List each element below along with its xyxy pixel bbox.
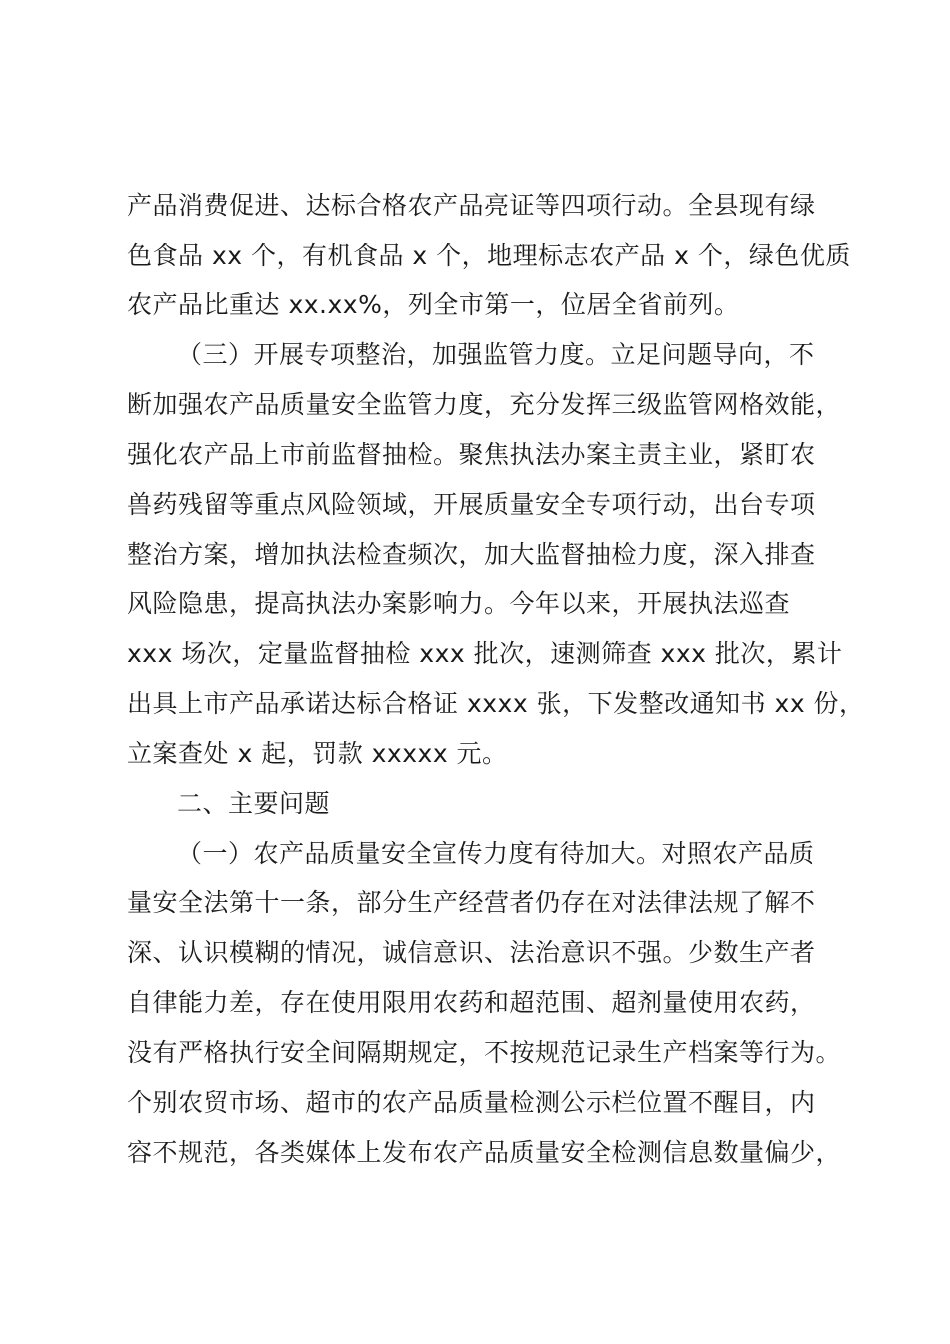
section-heading: 二、主要问题 [177,789,331,818]
paragraph-heading-1: （一）农产品质量安全宣传力度有待加大。对照农产品质 [177,839,815,868]
text-line: 整治方案，增加执法检查频次，加大监督抽检力度，深入排查 [127,540,816,569]
text-line: 立案查处 x 起，罚款 xxxxx 元。 [127,739,508,768]
text-line: 产品消费促进、达标合格农产品亮证等四项行动。全县现有绿 [127,191,816,220]
text-line: 个别农贸市场、超市的农产品质量检测公示栏位置不醒目，内 [127,1088,816,1117]
text-line: 强化农产品上市前监督抽检。聚焦执法办案主责主业，紧盯农 [127,440,816,469]
text-line: 兽药残留等重点风险领域，开展质量安全专项行动，出台专项 [127,490,816,519]
text-line: 农产品比重达 xx.xx%，列全市第一，位居全省前列。 [127,290,740,319]
paragraph-heading-3: （三）开展专项整治，加强监管力度。立足问题导向，不 [177,340,815,369]
text-line: 自律能力差，存在使用限用农药和超范围、超剂量使用农药， [127,988,816,1017]
text-line: 出具上市产品承诺达标合格证 xxxx 张，下发整改通知书 xx 份， [127,689,865,718]
text-line: 深、认识模糊的情况，诚信意识、法治意识不强。少数生产者 [127,938,816,967]
text-line: 容不规范，各类媒体上发布农产品质量安全检测信息数量偏少， [127,1138,842,1167]
text-line: 没有严格执行安全间隔期规定，不按规范记录生产档案等行为。 [127,1038,842,1067]
text-line: 风险隐患，提高执法办案影响力。今年以来，开展执法巡查 [127,589,791,618]
text-line: 量安全法第十一条，部分生产经营者仍存在对法律法规了解不 [127,888,816,917]
text-line: 色食品 xx 个，有机食品 x 个，地理标志农产品 x 个，绿色优质 [127,241,851,270]
text-line: xxx 场次，定量监督抽检 xxx 批次，速测筛查 xxx 批次，累计 [127,639,843,668]
text-line: 断加强农产品质量安全监管力度，充分发挥三级监管网格效能， [127,390,842,419]
